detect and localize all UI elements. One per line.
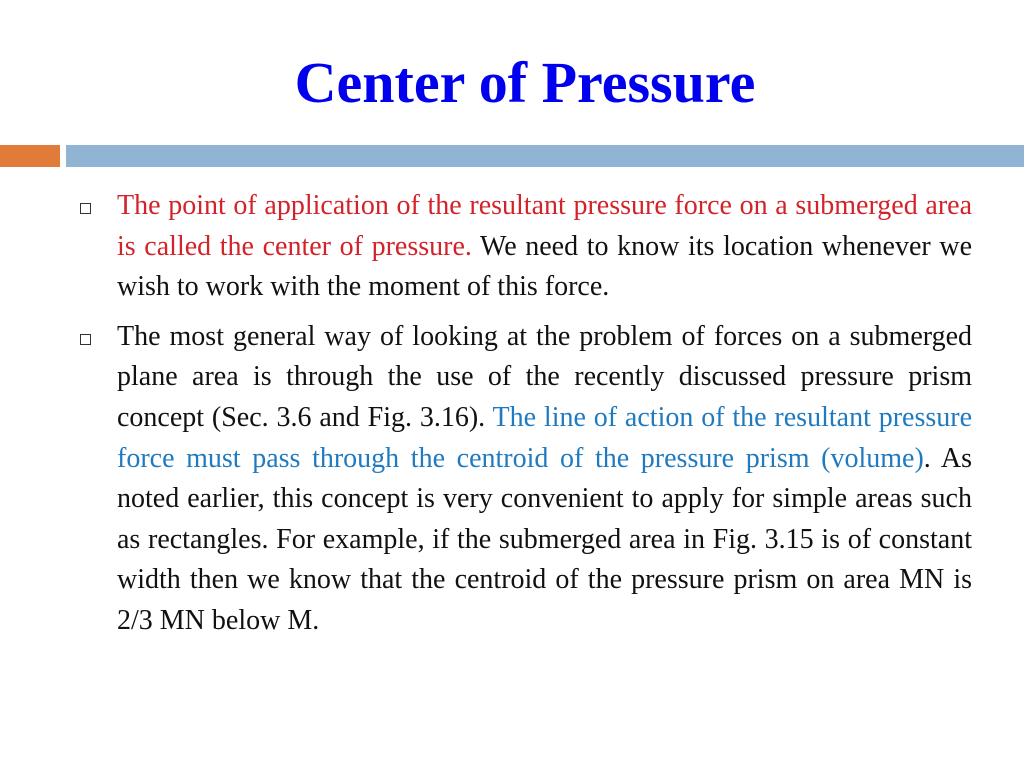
accent-bar-orange	[0, 145, 60, 167]
bullet-text: The most general way of looking at the problem of forces on a submerged plane area is through the use of the recently discussed pressure prism concept (Sec. 3.6 and Fig. 3.16).	[117, 320, 972, 433]
accent-bar-blue	[66, 145, 1024, 167]
slide-content	[80, 186, 972, 651]
slide-title: Center of Pressure	[294, 50, 756, 115]
bullet-item	[80, 317, 972, 642]
bullet-item	[80, 186, 972, 308]
square-bullet-icon	[80, 203, 91, 214]
bullet-text: . As noted earlier, this concept is very convenient to apply for simple areas such as rectangles. For example, if the submerged area in Fig. 3.15 is of constant width then we know that the centroid of the pressure prism on area MN is 2/3 MN below M.	[117, 442, 972, 636]
square-bullet-icon	[80, 334, 91, 345]
bullet-highlight-blue: The line of action of the resultant pressure force must pass through the centroid of the pressure prism (volume)	[117, 401, 972, 474]
bullet-text: We need to know its location whenever we wish to work with the moment of this force.	[117, 230, 973, 303]
bullet-highlight-red: The point of application of the resultant pressure force on a submerged area is called the center of pressure.	[117, 190, 972, 262]
